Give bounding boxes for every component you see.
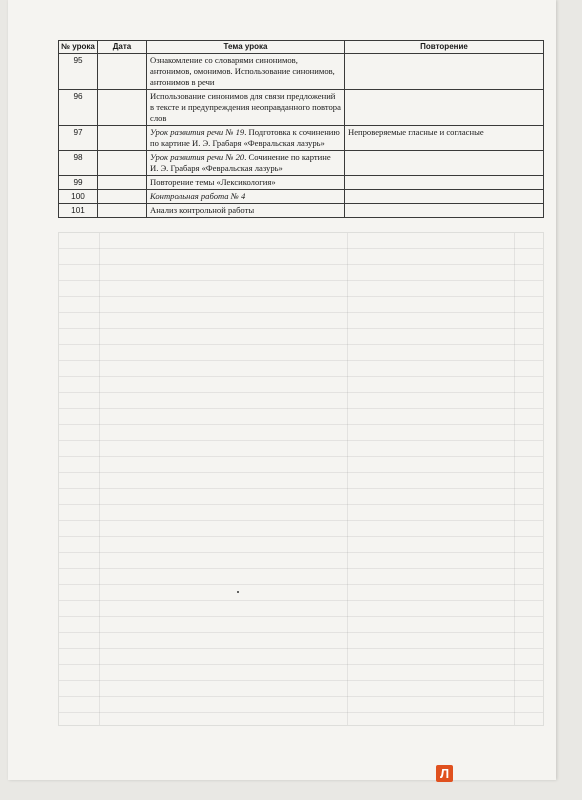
date-cell [98,176,147,190]
labirint-logo: Л [436,765,453,782]
topic-cell [147,90,345,126]
date-cell [98,151,147,176]
lesson-number-cell: 96 [59,90,98,126]
date-cell [98,54,147,90]
date-cell [98,204,147,218]
topic-cell [147,54,345,90]
scan-speck [237,591,239,593]
topic-text: Использование синонимов для связи предложений в тексте и предупреждения неоправданного повтора слов [150,91,341,123]
lesson-number-cell: 98 [59,151,98,176]
table-row [59,190,544,204]
date-cell [98,126,147,151]
repetition-cell [345,90,544,126]
topic-text: . Подготовка к сочинению по картине И. Э. Грабаря «Февральская лазурь» [150,127,340,148]
lesson-number-cell: 99 [59,176,98,190]
topic-cell [147,126,345,151]
lesson-plan-table [58,40,544,218]
header-topic: Тема урока [147,41,345,54]
topic-text: Повторение темы «Лексикология» [150,177,276,187]
date-cell [98,90,147,126]
table-row [59,126,544,151]
header-repetition: Повторение [345,41,544,54]
header-lesson-number: № урока [59,41,98,54]
repetition-cell [345,151,544,176]
table-row [59,90,544,126]
date-cell [98,190,147,204]
topic-cell [147,176,345,190]
header-date: Дата [98,41,147,54]
lesson-number-cell: 97 [59,126,98,151]
topic-cell [147,151,345,176]
bleed-through-table [58,232,544,726]
topic-text: Ознакомление со словарями синонимов, антонимов, омонимов. Использование синонимов, антонимов в речи [150,55,335,87]
repetition-cell [345,54,544,90]
table-row [59,176,544,190]
lesson-number-cell: 100 [59,190,98,204]
topic-cell [147,190,345,204]
lesson-number-cell: 95 [59,54,98,90]
table-row [59,151,544,176]
lesson-number-cell: 101 [59,204,98,218]
topic-text: Анализ контрольной работы [150,205,255,215]
topic-cell [147,204,345,218]
repetition-cell [345,176,544,190]
repetition-cell [345,190,544,204]
repetition-cell: Непроверяемые гласные и согласные [345,126,544,151]
repetition-cell [345,204,544,218]
table-row [59,204,544,218]
topic-text: . Сочинение по картине И. Э. Грабаря «Февральская лазурь» [150,152,331,173]
table-header-row [59,41,544,54]
topic-italic-text: Урок развития речи № 19 [150,127,245,137]
table-row [59,54,544,90]
topic-italic-text: Урок развития речи № 20 [150,152,245,162]
topic-italic-text: Контрольная работа № 4 [150,191,246,201]
